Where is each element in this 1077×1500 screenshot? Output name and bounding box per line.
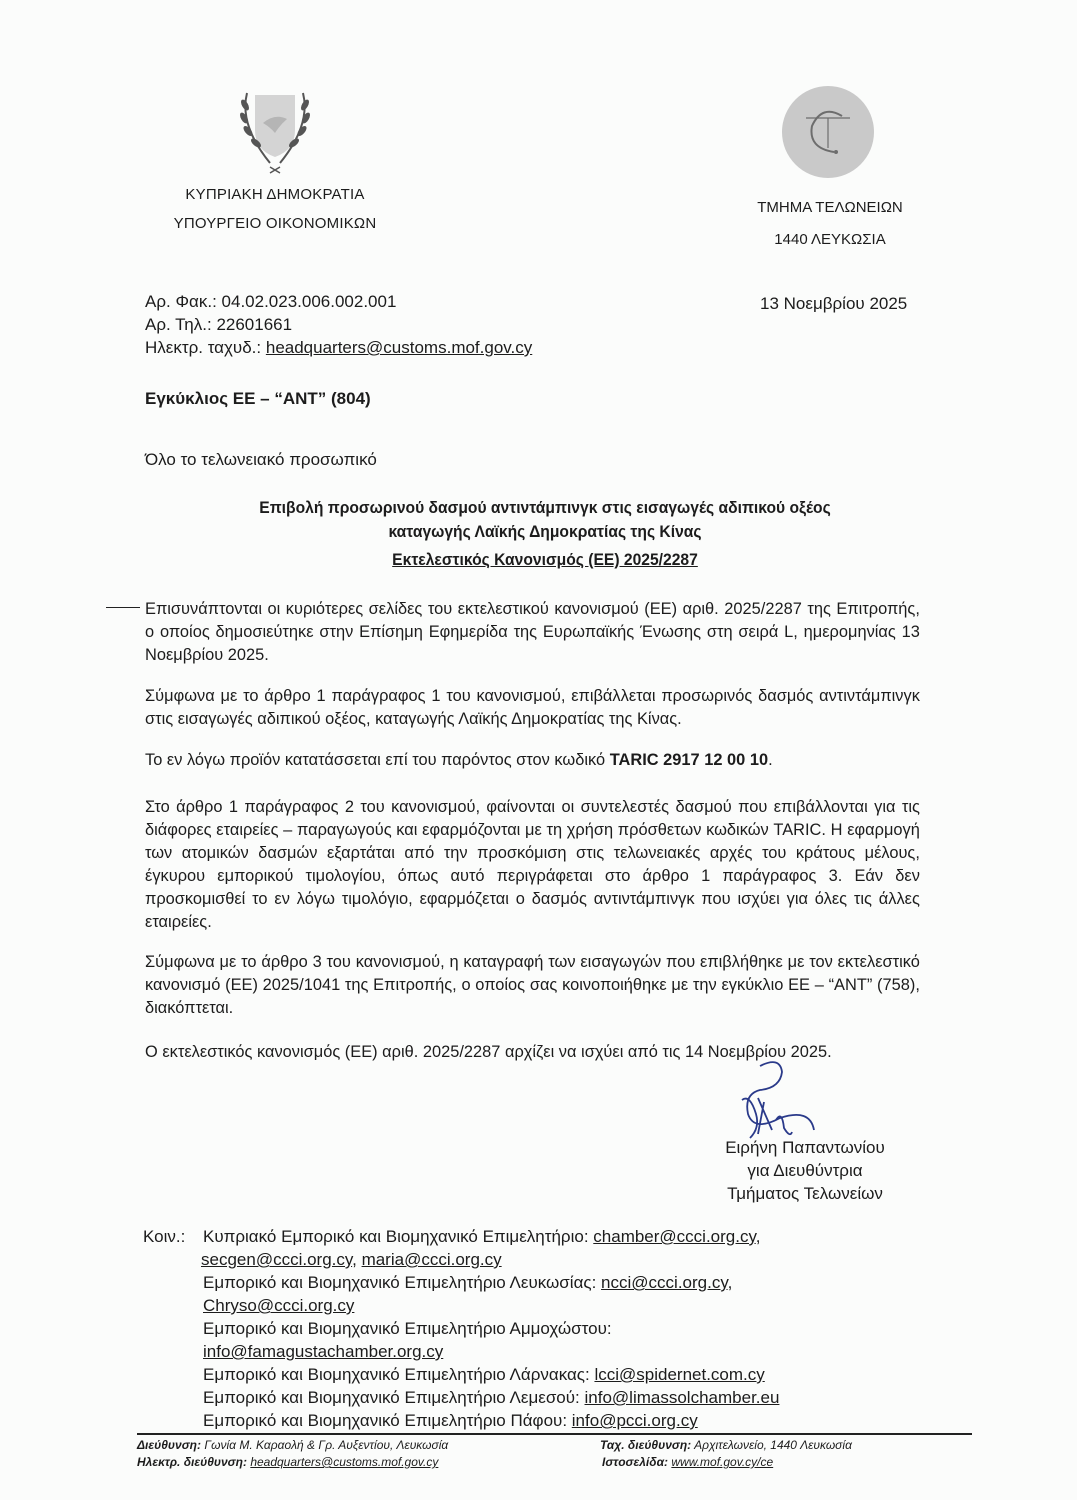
paragraph-4: Στο άρθρο 1 παράγραφος 2 του κανονισμού, φαίνονται οι συντελεστές δασμού που επιβάλλονται για τις διάφορες εταιρείες – παραγωγούς και εφαρμόζονται με τη χρήση πρόσθετων κωδικών TARIC. Η εφαρμογή των ατομικών δασμών εξαρτάται από την προσκόμιση στις τελωνειακές αρχές του κράτους μέλους, έγκυρου εμπορικού τιμολογίου, όπως αυτό περιγράφεται στο άρθρο 1 παράγραφος 3. Εάν δεν προσκομισθεί το εν λόγω τιμολόγιο, εφαρμόζεται ο δασμός αντιντάμπινγκ που ισχύει για όλες τις άλλες εταιρείες.	[145, 797, 920, 931]
email-line	[145, 336, 532, 359]
cc-email-link[interactable]: info@pcci.org.cy	[571, 1411, 698, 1430]
cc-org: Εμπορικό και Βιομηχανικό Επιμελητήριο Λεμεσού:	[203, 1388, 585, 1407]
footer-right	[600, 1437, 852, 1471]
cc-entry-cont	[203, 1340, 779, 1363]
cc-entry	[203, 1317, 779, 1340]
footer-email	[137, 1454, 448, 1471]
cc-email-link[interactable]: secgen@ccci.org.cy	[201, 1250, 353, 1269]
paragraph-2: Σύμφωνα με το άρθρο 1 παράγραφος 1 του κανονισμού, επιβάλλεται προσωρινός δασμός αντιντάμπινγκ στις εισαγωγές αδιπικού οξέος, καταγωγής Λαϊκής Δημοκρατίας της Κίνας.	[145, 686, 920, 728]
cc-entry: Κυπριακό Εμπορικό και Βιομηχανικό Επιμελητήριο: chamber@ccci.org.cy,	[203, 1227, 761, 1246]
cc-email-link[interactable]: chamber@ccci.org.cy	[593, 1227, 756, 1246]
reference-block	[145, 290, 532, 359]
cc-entry	[203, 1409, 779, 1432]
paragraph-6: Ο εκτελεστικός κανονισμός (ΕΕ) αριθ. 2025/2287 αρχίζει να ισχύει από τις 14 Νοεμβρίου 2025.	[145, 1042, 832, 1061]
cc-org: Εμπορικό και Βιομηχανικό Επιμελητήριο Λάρνακας:	[203, 1365, 595, 1384]
taric-code: TARIC 2917 12 00 10	[609, 750, 769, 769]
footer-address	[137, 1437, 448, 1454]
signer-name: Ειρήνη Παπαντωνίου	[725, 1138, 885, 1157]
email-link[interactable]: headquarters@customs.mof.gov.cy	[265, 338, 533, 357]
department-block	[720, 192, 940, 256]
cc-entry	[203, 1386, 779, 1409]
footer-email-link[interactable]: headquarters@customs.mof.gov.cy	[250, 1455, 439, 1469]
signature-block	[700, 1136, 910, 1205]
recipients: Όλο το τελωνειακό προσωπικό	[145, 450, 377, 469]
document-date: 13 Νοεμβρίου 2025	[760, 294, 908, 313]
paragraph-3-end: .	[768, 750, 773, 769]
paragraph-5: Σύμφωνα με το άρθρο 3 του κανονισμού, η καταγραφή των εισαγωγών που επιβλήθηκε με τον εκτελεστικό κανονισμό (ΕΕ) 2025/1041 της Επιτροπής, ο οποίος σας κοινοποιήθηκε με την εγκύκλιο ΕΕ – “ΑΝΤ” (758), διακόπτεται.	[145, 952, 920, 1017]
cc-email-link[interactable]: info@limassolchamber.eu	[584, 1388, 780, 1407]
subject-line-2: καταγωγής Λαϊκής Δημοκρατίας της Κίνας	[388, 522, 702, 541]
phone-label: Αρ. Τηλ.:	[145, 315, 212, 334]
cc-email-link[interactable]: ncci@ccci.org.cy	[601, 1273, 728, 1292]
file-number-label: Αρ. Φακ.:	[145, 292, 217, 311]
signer-role-1: για Διευθύντρια	[747, 1161, 863, 1180]
cc-email-link[interactable]: info@famagustachamber.org.cy	[203, 1342, 444, 1361]
footer-left	[137, 1437, 448, 1471]
cc-org: Εμπορικό και Βιομηχανικό Επιμελητήριο Λευκωσίας:	[203, 1273, 602, 1292]
cc-entry-cont	[203, 1294, 779, 1317]
margin-dash	[106, 607, 140, 608]
email-label: Ηλεκτρ. ταχυδ.:	[145, 338, 262, 357]
department-name: ΤΜΗΜΑ ΤΕΛΩΝΕΙΩΝ	[757, 199, 903, 216]
footer-address-label: Διεύθυνση:	[137, 1438, 201, 1452]
cyprus-coat-of-arms-icon	[225, 85, 325, 175]
signer-role-2: Τμήματος Τελωνείων	[727, 1184, 883, 1203]
phone-number: 22601661	[216, 315, 293, 334]
cc-email-link[interactable]: maria@ccci.org.cy	[361, 1250, 502, 1269]
cc-email-link[interactable]: lcci@spidernet.com.cy	[594, 1365, 765, 1384]
footer-divider	[137, 1433, 972, 1435]
customs-department-seal-icon	[782, 86, 874, 178]
department-city: 1440 ΛΕΥΚΩΣΙΑ	[774, 231, 886, 248]
footer-postal-label: Ταχ. διεύθυνση:	[600, 1438, 692, 1452]
footer-web	[602, 1454, 852, 1471]
issuer-block	[140, 180, 410, 238]
file-number: 04.02.023.006.002.001	[221, 292, 397, 311]
phone-line	[145, 313, 532, 336]
cc-org: Εμπορικό και Βιομηχανικό Επιμελητήριο Πάφου:	[203, 1411, 572, 1430]
file-number-line	[145, 290, 532, 313]
cc-entry-cont: secgen@ccci.org.cy, maria@ccci.org.cy	[201, 1250, 502, 1269]
cc-org: Εμπορικό και Βιομηχανικό Επιμελητήριο Αμμοχώστου:	[203, 1319, 612, 1338]
cc-org: Κυπριακό Εμπορικό και Βιομηχανικό Επιμελητήριο:	[203, 1227, 594, 1246]
republic-name: ΚΥΠΡΙΑΚΗ ΔΗΜΟΚΡΑΤΙΑ	[185, 186, 365, 203]
handwritten-signature-icon	[720, 1058, 830, 1148]
footer-address-value: Γωνία Μ. Καραολή & Γρ. Αυξεντίου, Λευκωσία	[204, 1438, 449, 1452]
footer-web-link[interactable]: www.mof.gov.cy/ce	[671, 1455, 774, 1469]
paragraph-1: Επισυνάπτονται οι κυριότερες σελίδες του εκτελεστικού κανονισμού (ΕΕ) αριθ. 2025/2287 της Επιτροπής, ο οποίος δημοσιεύτηκε στην Επίσημη Εφημερίδα της Ευρωπαϊκής Ένωσης στη σειρά L, ημερομηνίας 13 Νοεμβρίου 2025.	[145, 599, 920, 664]
footer-postal	[600, 1437, 852, 1454]
cc-entry: Εμπορικό και Βιομηχανικό Επιμελητήριο Λευκωσίας: ncci@ccci.org.cy,	[203, 1273, 733, 1292]
subject-line-1: Επιβολή προσωρινού δασμού αντιντάμπινγκ στις εισαγωγές αδιπικού οξέος	[259, 498, 831, 517]
circular-number: Εγκύκλιος ΕΕ – “ΑΝΤ” (804)	[145, 389, 371, 408]
footer-email-label: Ηλεκτρ. διεύθυνση:	[137, 1455, 247, 1469]
cc-entry	[203, 1363, 779, 1386]
regulation-reference: Εκτελεστικός Κανονισμός (ΕΕ) 2025/2287	[392, 550, 698, 569]
cc-label: Κοιν.:	[143, 1227, 186, 1246]
paragraph-3	[145, 748, 920, 771]
subject-title	[172, 496, 917, 572]
paragraph-3-text: Το εν λόγω προϊόν κατατάσσεται επί του παρόντος στον κωδικό	[145, 750, 610, 769]
cc-block	[143, 1225, 779, 1432]
ministry-name: ΥΠΟΥΡΓΕΙΟ ΟΙΚΟΝΟΜΙΚΩΝ	[173, 215, 377, 232]
footer-web-label: Ιστοσελίδα:	[602, 1455, 669, 1469]
footer-postal-value: Αρχιτελωνείο, 1440 Λευκωσία	[694, 1438, 852, 1452]
cc-email-link[interactable]: Chryso@ccci.org.cy	[203, 1296, 355, 1315]
